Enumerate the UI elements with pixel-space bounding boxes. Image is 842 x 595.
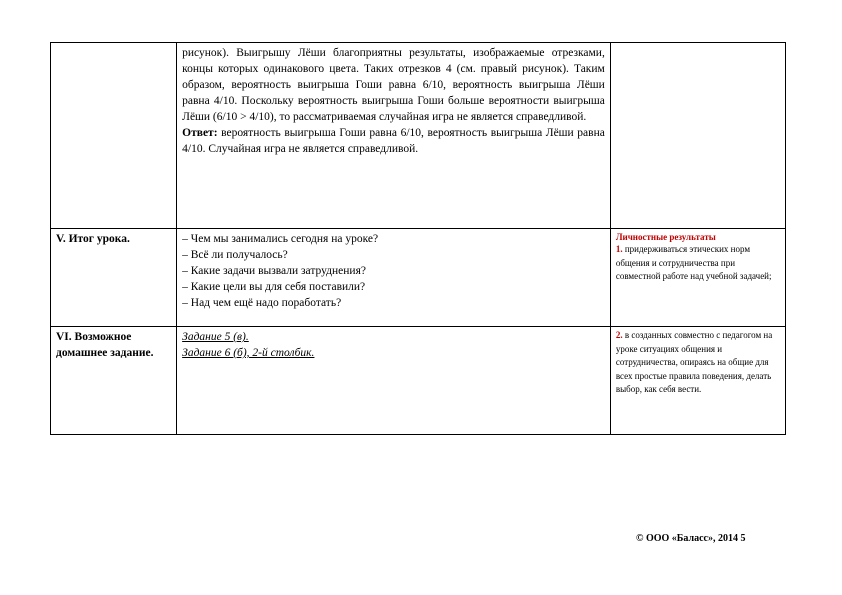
stage-homework: VI. Возможное домашнее задание. bbox=[51, 327, 177, 435]
page-footer: © ООО «Баласс», 2014 5 bbox=[636, 533, 746, 544]
results-title: Личностные результаты bbox=[615, 232, 716, 242]
question-2: – Всё ли получалось? bbox=[182, 249, 288, 261]
result-2-text: в созданных совместно с педагогом на уроке ситуациях общения и сотрудничества, опираясь на общие для всех простые правила поведения, делать выбор, как себя вести. bbox=[615, 330, 773, 394]
questions-cell bbox=[177, 229, 611, 327]
answer-label: Ответ: bbox=[182, 127, 218, 139]
question-5: – Над чем ещё надо поработать? bbox=[182, 297, 342, 309]
homework-task-2: Задание 6 (б), 2-й столбик. bbox=[182, 347, 315, 359]
result-2-number: 2. bbox=[615, 330, 623, 340]
homework-task-1: Задание 5 (в). bbox=[182, 331, 249, 343]
result-1-text: придерживаться этических норм общения и сотрудничества при совместной работе над учебной задачей; bbox=[615, 244, 772, 281]
question-3: – Какие задачи вызвали затруднения? bbox=[182, 265, 366, 277]
question-4: – Какие цели вы для себя поставили? bbox=[182, 281, 366, 293]
homework-cell bbox=[177, 327, 611, 435]
results-cell-empty bbox=[610, 43, 785, 229]
table-row-homework bbox=[51, 327, 786, 435]
answer-paragraph bbox=[182, 125, 605, 157]
result-1 bbox=[616, 243, 780, 284]
stage-summary: V. Итог урока. bbox=[51, 229, 177, 327]
results-cell-summary bbox=[610, 229, 785, 327]
question-1: – Чем мы занимались сегодня на уроке? bbox=[182, 233, 379, 245]
results-cell-homework bbox=[610, 327, 785, 435]
stage-cell-empty bbox=[51, 43, 177, 229]
solution-cell bbox=[177, 43, 611, 229]
table-row-summary bbox=[51, 229, 786, 327]
result-2 bbox=[616, 329, 780, 397]
solution-text: рисунок). Выигрышу Лёши благоприятны результаты, изображаемые отрезками, концы которых одинакового цвета. Таких отрезков 4 (см. правый рисунок). Таким образом, вероятность выигрыша Гоши равна 6/10, вероятность выигрыша Лёши равна 4/10. Поскольку вероятность выигрыша Гоши больше вероятности выигрыша Лёши (6/10 > 4/10), то рассматриваемая случайная игра не является справедливой. bbox=[182, 47, 605, 123]
answer-text: вероятность выигрыша Гоши равна 6/10, вероятность выигрыша Лёши равна 4/10. Случайная игра не является справедливой. bbox=[182, 127, 605, 155]
lesson-plan-table bbox=[50, 42, 786, 435]
result-1-number: 1. bbox=[615, 244, 623, 254]
table-row-continuation bbox=[51, 43, 786, 229]
